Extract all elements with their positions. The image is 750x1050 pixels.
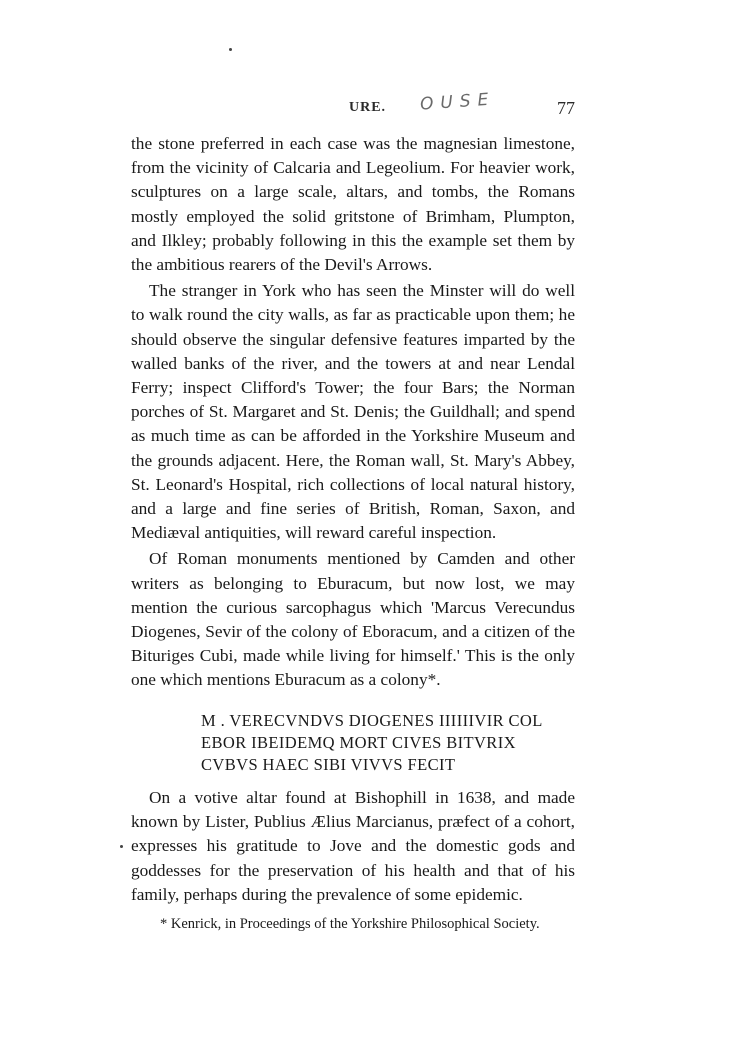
page-header xyxy=(0,89,750,132)
running-head: URE. xyxy=(349,100,387,115)
paragraph-1: the stone preferred in each case was the magnesian limestone, from the vicinity of Calcaria and Legeolium. For heavier work, sculptures on a large scale, altars, and tombs, the Romans mostly employed the solid gritstone of Brimham, Plumpton, and Ilkley; probably following in this the example set them by the ambitious rearers of the Devil's Arrows. xyxy=(131,134,575,275)
latin-inscription xyxy=(201,710,561,776)
footnote: * Kenrick, in Proceedings of the Yorkshire Philosophical Society. xyxy=(160,916,540,932)
inscription-line-2: EBOR IBEIDEMQ MORT CIVES BITVRIX xyxy=(201,733,516,752)
body-text-continued xyxy=(131,786,575,907)
body-text xyxy=(131,132,575,693)
inscription-line-1: M . VERECVNDVS DIOGENES IIIIIIVIR COL xyxy=(201,711,543,730)
paragraph-2: The stranger in York who has seen the Minster will do well to walk round the city walls, as far as practicable upon them; he should observe the singular defensive features imparted by the walled banks of the river, and the towers at and near Lendal Ferry; inspect Clifford's Tower; the four Bars; the Norman porches of St. Margaret and St. Denis; the Guildhall; and spend as much time as can be afforded in the Yorkshire Museum and the grounds adjacent. Here, the Roman wall, St. Mary's Abbey, St. Leonard's Hospital, rich collections of local natural history, and a large and fine series of British, Roman, Saxon, and Mediæval antiquities, will reward careful inspection. xyxy=(131,281,575,543)
handwritten-note: OUSE xyxy=(419,89,496,115)
paragraph-4: On a votive altar found at Bishophill in 1638, and made known by Lister, Publius Ælius Marcianus, præfect of a cohort, expresses his gratitude to Jove and the domestic gods and goddesses for the preservation of his health and that of his family, perhaps during the prevalence of some epidemic. xyxy=(131,788,575,904)
paragraph-3: Of Roman monuments mentioned by Camden and other writers as belonging to Eburacum, but now lost, we may mention the curious sarcophagus which 'Marcus Verecundus Diogenes, Sevir of the colony of Eboracum, and a citizen of the Bituriges Cubi, made while living for himself.' This is the only one which mentions Eburacum as a colony*. xyxy=(131,549,575,690)
speck-mark xyxy=(229,48,232,51)
page-number: 77 xyxy=(557,98,575,118)
margin-dot-mark xyxy=(120,845,123,848)
inscription-line-3: CVBVS HAEC SIBI VIVVS FECIT xyxy=(201,755,456,774)
